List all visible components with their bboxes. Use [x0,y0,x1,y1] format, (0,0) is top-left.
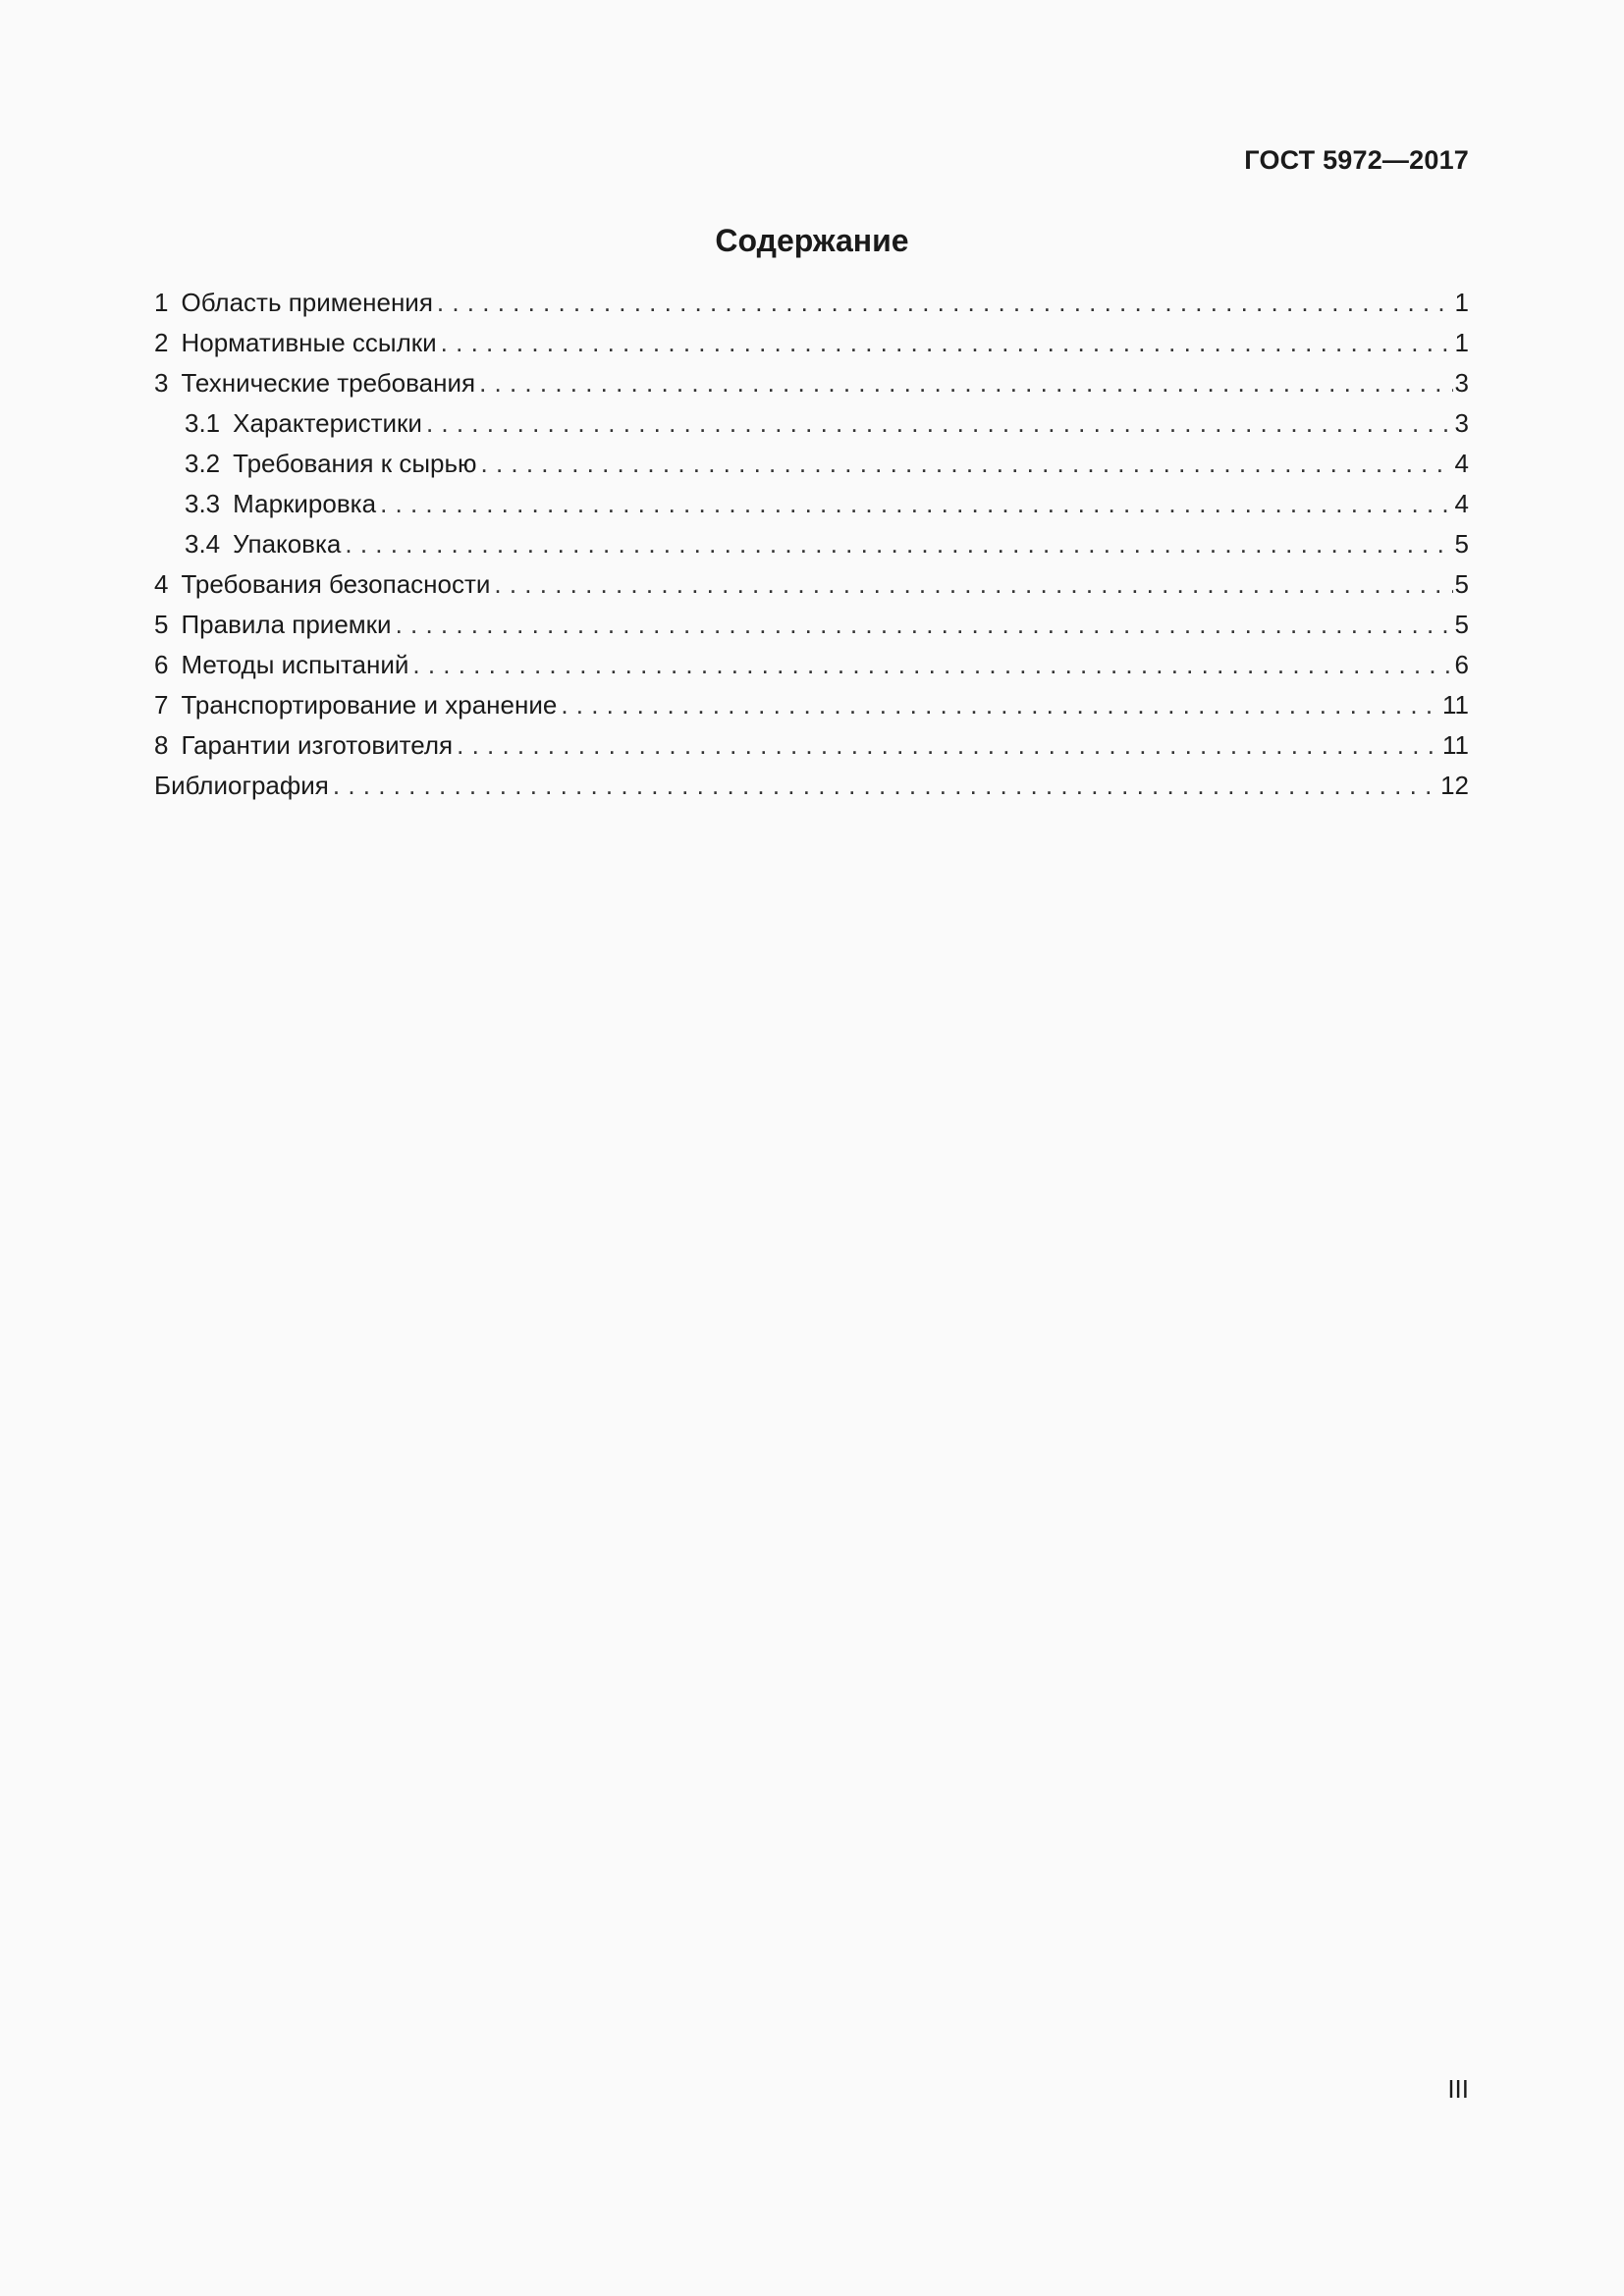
toc-entry-page: 6 [1454,650,1469,679]
toc-entry[interactable] [154,725,1469,766]
toc-entry-page: 1 [1454,288,1469,317]
toc-title: Содержание [715,223,909,258]
toc-entry[interactable] [154,283,1469,323]
toc-entry-page: 4 [1454,449,1469,478]
toc-leader-dots [426,403,1453,444]
toc-leader-dots [441,323,1453,363]
toc-entry-page: 5 [1454,569,1469,599]
toc-leader-dots [457,725,1440,766]
toc-subentry[interactable] [154,444,1469,484]
page-number: III [1447,2074,1469,2104]
toc-entry-number: 8 [154,730,169,760]
toc-entry-number: 1 [154,288,169,317]
toc-entry[interactable] [154,323,1469,363]
toc-entry-number: 3.1 [185,408,221,438]
toc-entry-label: Требования к сырью [233,449,477,478]
toc-entry-label: Гарантии изготовителя [181,730,454,760]
toc-entry-number: 4 [154,569,169,599]
toc-entry-page: 3 [1454,408,1469,438]
toc-subentry[interactable] [154,524,1469,564]
toc-entry[interactable] [154,363,1469,403]
toc-entry-label: Методы испытаний [181,650,409,679]
toc-entry-label: Область применения [181,288,433,317]
toc-entry-page: 11 [1442,690,1469,720]
toc-entry[interactable] [154,645,1469,685]
toc-entry-label: Упаковка [233,529,342,559]
toc-entry-number: 2 [154,328,169,357]
toc-entry-label: Требования безопасности [181,569,491,599]
toc-entry-number: 7 [154,690,169,720]
table-of-contents [154,283,1469,806]
toc-entry[interactable] [154,685,1469,725]
toc-leader-dots [481,444,1453,484]
toc-entry-label: Нормативные ссылки [181,328,437,357]
toc-entry[interactable] [154,564,1469,605]
toc-entry-number: 3 [154,368,169,398]
toc-leader-dots [333,766,1438,806]
toc-entry-label: Маркировка [233,489,377,518]
toc-leader-dots [412,645,1452,685]
toc-entry-page: 5 [1454,610,1469,639]
toc-entry-page: 12 [1440,771,1469,800]
toc-leader-dots [345,524,1452,564]
document-code: ГОСТ 5972—2017 [1244,145,1469,175]
toc-leader-dots [437,283,1453,323]
toc-leader-dots [396,605,1453,645]
toc-entry-label: Правила приемки [181,610,392,639]
toc-entry-page: 5 [1454,529,1469,559]
toc-leader-dots [380,484,1452,524]
toc-entry-label: Транспортирование и хранение [181,690,558,720]
toc-subentry[interactable] [154,484,1469,524]
toc-entry[interactable] [154,605,1469,645]
toc-entry-number: 3.3 [185,489,221,518]
toc-entry-page: 11 [1442,730,1469,760]
toc-entry-page: 1 [1454,328,1469,357]
toc-entry-bibliography[interactable] [154,766,1469,806]
toc-entry-page: 3 [1454,368,1469,398]
toc-entry-number: 3.4 [185,529,221,559]
toc-leader-dots [494,564,1452,605]
toc-entry-number: 3.2 [185,449,221,478]
toc-entry-label: Характеристики [233,408,422,438]
toc-leader-dots [561,685,1440,725]
toc-entry-page: 4 [1454,489,1469,518]
toc-leader-dots [479,363,1452,403]
toc-entry-label: Технические требования [181,368,476,398]
toc-entry-number: 5 [154,610,169,639]
toc-entry-number: 6 [154,650,169,679]
toc-entry-label: Библиография [154,771,329,800]
toc-subentry[interactable] [154,403,1469,444]
